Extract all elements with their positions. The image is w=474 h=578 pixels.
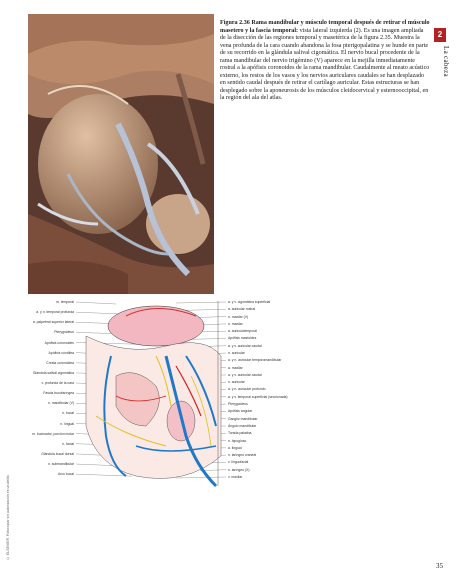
figure-text: vista lateral izquierda (2). Es una imagen ampliada de la disección de las regiones temporal y masetérica de la figura 2.35. Muestra la vena profunda de la cara cuando abandona la fosa pterigopalatina y se hunde en parte de su recorrido en la glándula salival cigomática. El nervio bucal procedente de la rama mandibular del nervio trigémino (V) aparece en la mejilla inmediatamente rostral a la apófisis coronoides de la rama mandibular. Caudalmente al meato acústico externo, los restos de los vasos y los nervios auriculares caudales se han desplazado en sentido caudal después de retirar el cartílago auricular. Estas estructuras se han desplegado sobre la aponeurosis de los músculos cleidocervical y esternooccipital, en la región del ala del atlas.	[220, 27, 430, 101]
left-label: Fascia bucofaríngea	[43, 391, 74, 396]
right-label: n. laríngeo craneal	[228, 453, 257, 458]
right-label: a. maxilar	[228, 365, 243, 370]
right-leader-line	[176, 302, 226, 303]
page-number: 35	[436, 562, 443, 570]
left-label: a. palpebral superior lateral	[32, 320, 74, 325]
dissection-photo	[28, 14, 214, 294]
left-leader-line	[76, 312, 124, 314]
figure-number: Figura 2.36	[220, 20, 250, 26]
left-label: Cresta coronoidea	[46, 360, 74, 365]
left-label: n. lingual	[60, 421, 74, 426]
left-label: n. bucal	[62, 411, 74, 416]
chapter-title: La cabeza	[442, 46, 450, 77]
copyright-note: © ELSEVIER. Fotocopiar sin autorización es un delito.	[6, 474, 10, 560]
right-label: a. y v. cigomática superficial	[228, 300, 271, 304]
anatomy-diagram	[16, 296, 356, 492]
right-label: n. maxilar	[228, 321, 243, 326]
right-label: v. linguofacial	[228, 460, 249, 465]
right-label: Ganglio mandibular	[228, 416, 258, 421]
right-label: a. auriculotemporal	[228, 329, 257, 334]
left-label: Glándula bucal dorsal	[41, 451, 74, 456]
right-label: a. y n. auricular profundo	[228, 387, 266, 392]
right-label: a. y n. auricular temporomandibular	[228, 358, 282, 363]
left-label: Glándula salival cigomática	[32, 370, 74, 375]
right-label: v. maxilar	[228, 474, 243, 479]
right-label: a. auricular rostral	[228, 307, 256, 312]
right-label: a. lingual	[228, 445, 242, 450]
right-label: Ángulo mandibular	[228, 423, 257, 428]
right-label: a. y v. auricular caudal	[228, 343, 262, 348]
chapter-number-tab: 2	[434, 28, 446, 42]
figure-caption	[220, 20, 430, 103]
right-label: Apófisis angular	[228, 409, 253, 414]
left-label: Apófisis coronoides	[44, 340, 74, 345]
left-label: m. temporal	[56, 300, 74, 304]
right-label: n. auricular	[228, 380, 245, 385]
right-label: n. maxilar (V)	[228, 314, 249, 319]
right-label: a. y v. auricular caudal	[228, 372, 262, 377]
right-label: n. laríngeo (X)	[228, 467, 250, 472]
dissection-photo-image	[28, 14, 214, 294]
left-label: n. mandibular (V)	[47, 401, 74, 406]
left-label: Apófisis condilea	[48, 350, 74, 355]
right-leader-line	[184, 309, 226, 310]
right-label: a. y v. temporal superficial (seccionada)	[228, 394, 288, 399]
left-leader-line	[76, 302, 116, 304]
left-label: a. y n. temporal profunda	[36, 310, 74, 315]
right-leader-line	[176, 477, 226, 478]
right-label: Pterygoideus	[228, 402, 248, 407]
left-label: m. bucinador, porción molar	[32, 431, 74, 436]
right-label: Tonsila palatina	[228, 431, 252, 436]
left-label: n. facial	[62, 441, 74, 446]
left-label: Pterygoideus	[54, 330, 74, 335]
right-label: n. auricular	[228, 351, 245, 356]
left-label: Arco bucal	[57, 472, 74, 477]
left-label: v. profunda de la cara	[41, 381, 74, 385]
figure-title: Rama mandibular y músculo temporal después de retirar el músculo masetero y la fascia temporal:	[220, 20, 430, 34]
right-label: Apófisis mastoides	[228, 336, 257, 341]
left-label: n. submandibular	[47, 462, 74, 467]
right-label: n. hipogloso	[228, 438, 247, 443]
